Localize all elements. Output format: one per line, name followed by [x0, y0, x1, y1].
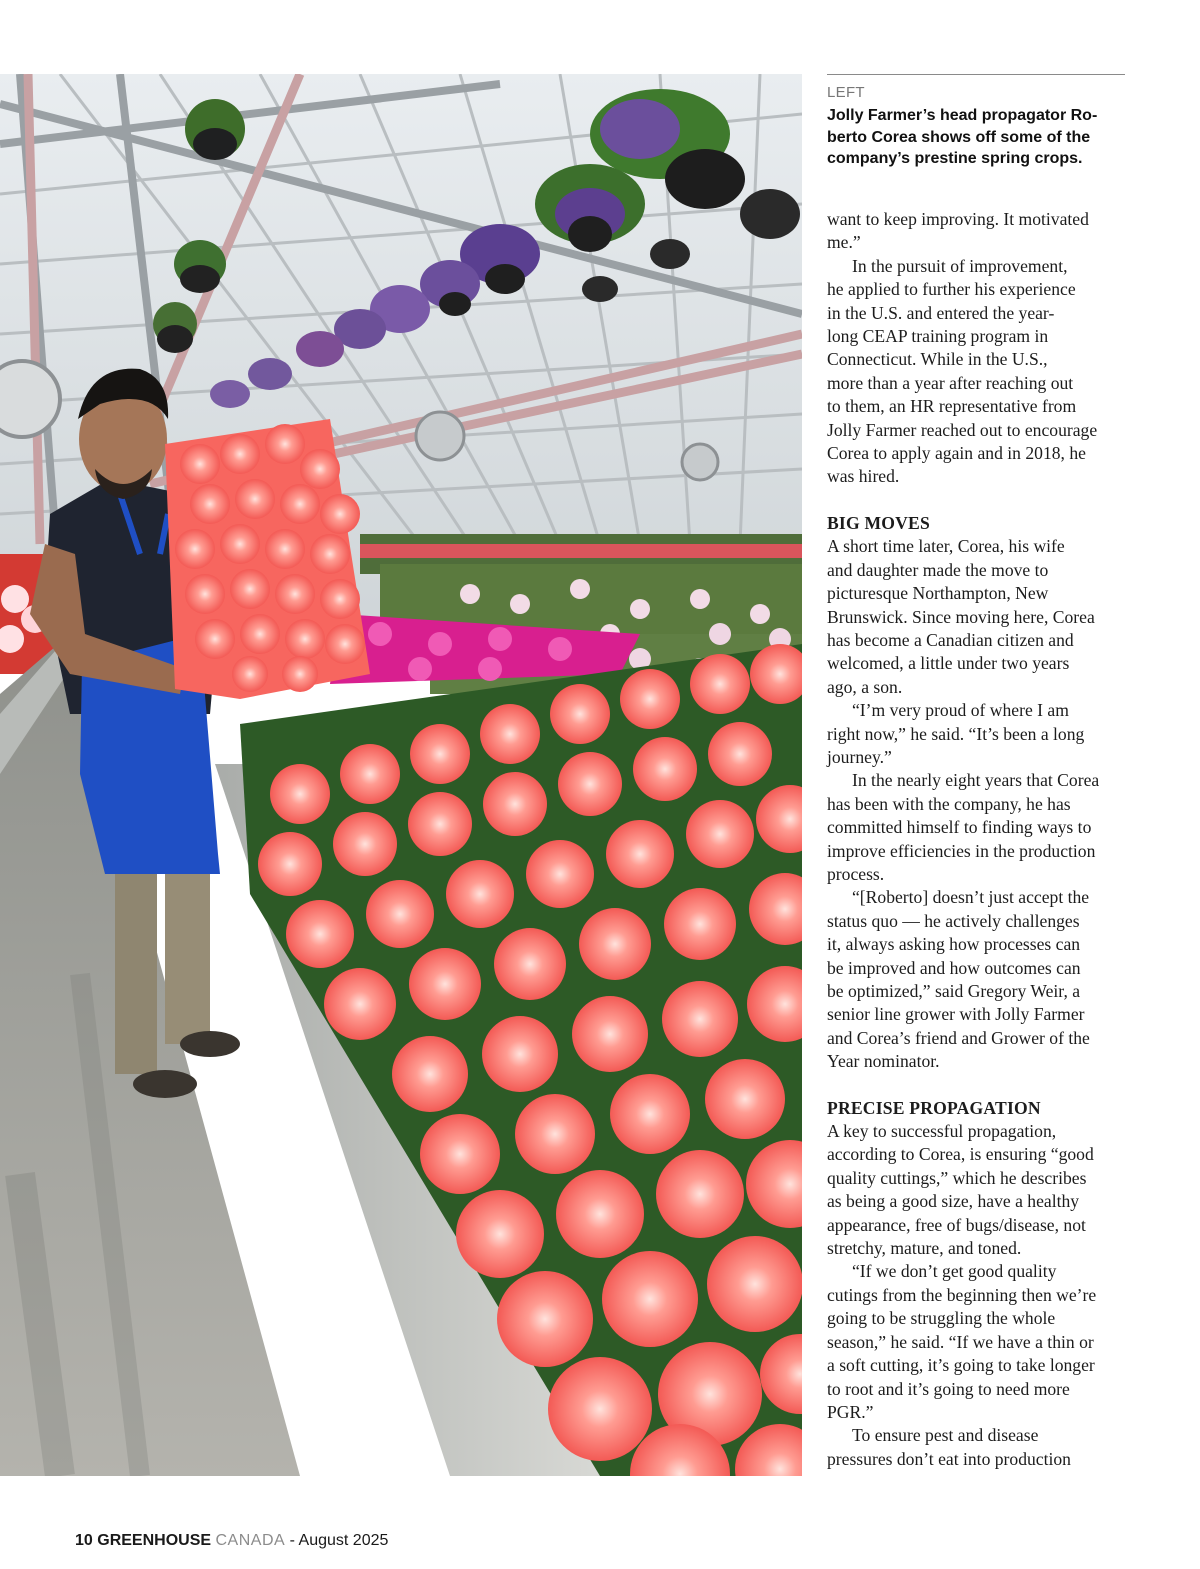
- text-line: “If we don’t get good quality: [852, 1261, 1057, 1282]
- text-line: want to keep improving. It motivated: [827, 209, 1089, 229]
- text-line: be improved and how outcomes can: [827, 957, 1081, 978]
- magazine-brand-suffix: CANADA: [215, 1532, 286, 1549]
- text-line: as being a good size, have a healthy: [827, 1191, 1080, 1212]
- text-line: Corea to apply again and in 2018, he: [827, 443, 1086, 464]
- paragraph: [827, 1260, 1127, 1424]
- issue-date: - August 2025: [289, 1532, 389, 1549]
- paragraph: [827, 699, 1127, 769]
- text-line: was hired.: [827, 466, 900, 487]
- text-line: appearance, free of bugs/disease, not: [827, 1214, 1086, 1235]
- text-line: cutings from the beginning then we’re: [827, 1284, 1097, 1305]
- text-line: To ensure pest and disease: [852, 1425, 1039, 1446]
- text-line: and Corea’s friend and Grower of the: [827, 1027, 1090, 1048]
- text-line: In the pursuit of improvement,: [852, 255, 1068, 276]
- caption-line: Jolly Farmer’s head propagator Ro-: [827, 107, 1098, 124]
- text-line: it, always asking how processes can: [827, 934, 1081, 955]
- caption-divider: [827, 74, 1125, 75]
- text-line: season,” he said. “If we have a thin or: [827, 1331, 1094, 1352]
- text-line: Year nominator.: [827, 1051, 940, 1072]
- text-line: be optimized,” said Gregory Weir, a: [827, 981, 1081, 1001]
- text-line: senior line grower with Jolly Farmer: [827, 1004, 1085, 1025]
- text-line: “[Roberto] doesn’t just accept the: [852, 887, 1090, 908]
- paragraph: [827, 255, 1127, 489]
- text-line: me.”: [827, 232, 861, 253]
- caption-block: [827, 74, 1127, 170]
- greenhouse-photo: [0, 74, 802, 1476]
- text-line: improve efficiencies in the production: [827, 840, 1096, 861]
- text-line: journey.”: [827, 746, 892, 767]
- text-line: pressures don’t eat into production: [827, 1448, 1071, 1469]
- text-line: committed himself to finding ways to: [827, 817, 1092, 838]
- text-line: A key to successful propagation,: [827, 1121, 1057, 1142]
- fan-left: [0, 361, 60, 437]
- text-line: Brunswick. Since moving here, Corea: [827, 606, 1095, 627]
- text-line: in the U.S. and entered the year-: [827, 302, 1055, 323]
- text-line: process.: [827, 863, 885, 884]
- article-body: [827, 208, 1127, 1471]
- page-footer: [75, 1532, 388, 1550]
- text-line: going to be struggling the whole: [827, 1308, 1056, 1329]
- text-line: In the nearly eight years that Corea: [852, 770, 1100, 791]
- text-line: ago, a son.: [827, 676, 903, 697]
- caption-line: berto Corea shows off some of the: [827, 128, 1091, 146]
- paragraph: [827, 1424, 1127, 1471]
- paragraph: [827, 208, 1127, 255]
- text-line: “I’m very proud of where I am: [852, 700, 1069, 721]
- text-line: PGR.”: [827, 1401, 874, 1422]
- paragraph: [827, 535, 1127, 699]
- text-line: has been with the company, he has: [827, 793, 1071, 814]
- text-line: A short time later, Corea, his wife: [827, 536, 1065, 557]
- magazine-brand: GREENHOUSE: [97, 1532, 212, 1549]
- text-line: to them, an HR representative from: [827, 396, 1077, 417]
- text-line: stretchy, mature, and toned.: [827, 1238, 1022, 1259]
- photo-caption: [827, 105, 1119, 170]
- text-line: picturesque Northampton, New: [827, 583, 1049, 604]
- text-line: according to Corea, is ensuring “good: [827, 1144, 1094, 1165]
- text-line: and daughter made the move to: [827, 559, 1049, 580]
- text-line: welcomed, a little under two years: [827, 653, 1070, 674]
- text-line: long CEAP training program in: [827, 326, 1049, 347]
- text-line: he applied to further his experience: [827, 279, 1076, 300]
- caption-line: company’s prestine spring crops.: [827, 150, 1083, 167]
- page-number: 10: [75, 1532, 93, 1549]
- paragraph: [827, 1120, 1127, 1260]
- text-line: more than a year after reaching out: [827, 372, 1074, 393]
- text-line: quality cuttings,” which he describes: [827, 1167, 1087, 1188]
- text-line: has become a Canadian citizen and: [827, 629, 1074, 650]
- section-heading: BIG MOVES: [827, 512, 930, 533]
- text-line: status quo — he actively challenges: [827, 910, 1080, 931]
- text-line: to root and it’s going to need more: [827, 1378, 1070, 1399]
- paragraph: [827, 886, 1127, 1073]
- caption-tag: LEFT: [827, 84, 865, 101]
- text-line: Jolly Farmer reached out to encourage: [827, 419, 1098, 440]
- text-line: a soft cutting, it’s going to take longer: [827, 1355, 1095, 1376]
- text-line: right now,” he said. “It’s been a long: [827, 723, 1085, 744]
- paragraph: [827, 769, 1127, 886]
- text-line: Connecticut. While in the U.S.,: [827, 349, 1048, 370]
- section-heading: PRECISE PROPAGATION: [827, 1097, 1041, 1118]
